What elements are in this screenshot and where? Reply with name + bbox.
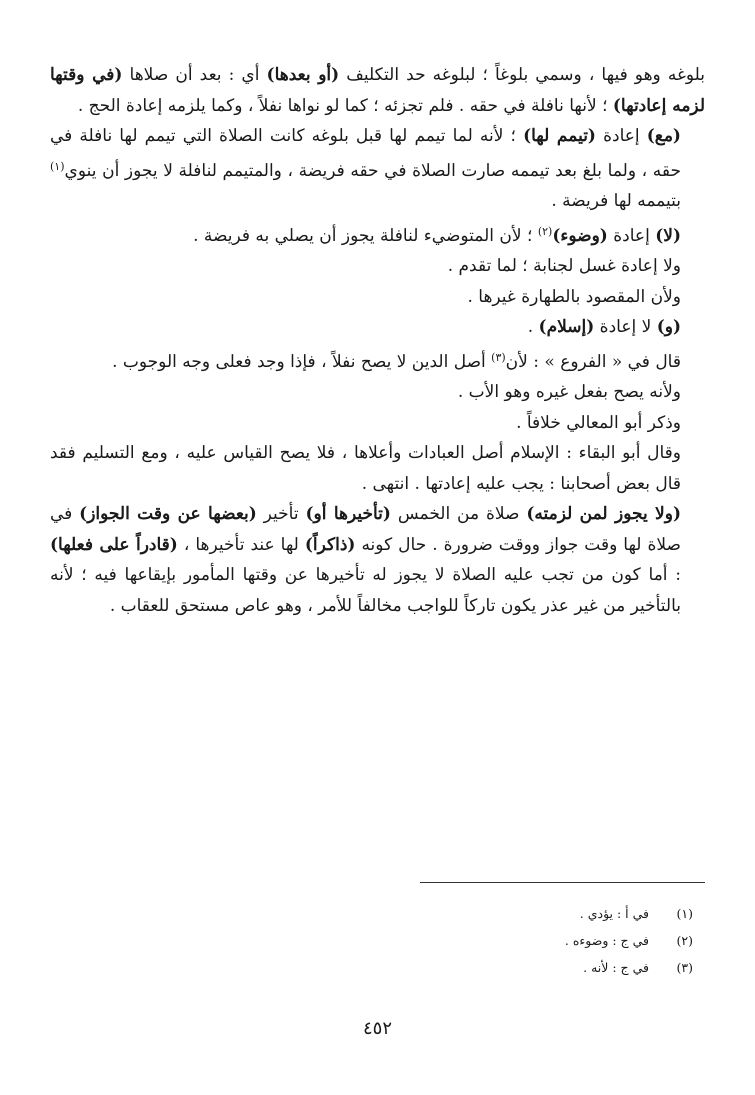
commentary-text: بتيممه لها فريضة .	[551, 191, 681, 211]
paragraph	[50, 312, 705, 343]
footnote-number: (١)	[676, 906, 693, 921]
matn-bold-text: (وضوء)	[552, 225, 608, 246]
main-text	[50, 60, 705, 621]
footnote-number: (٣)	[676, 960, 693, 975]
commentary-text: ؛ لأن المتوضيء لنافلة يجوز أن يصلي به فريضة .	[193, 225, 538, 246]
commentary-text: أصل الدين لا يصح نفلاً ، فإذا وجد فعلى وجه الوجوب .	[112, 351, 492, 372]
commentary-text: بلوغه وهو فيها ، وسمي بلوغاً ؛ لبلوغه حد التكليف	[339, 65, 705, 85]
commentary-text: إعادة	[607, 225, 656, 246]
footnote-ref: (١)	[50, 159, 65, 173]
commentary-text: : أما كون من تجب عليه الصلاة لا يجوز له تأخيرها عن وقتها المأمور بإيقاعها فيه ؛ لأنه بالتأخير من غير عذر يكون تاركاً للواجب مخالفاً للأمر ، وهو عاص مستحق للعقاب .	[50, 565, 681, 616]
commentary-text: لها عند تأخيرها ،	[177, 534, 305, 555]
footnotes	[50, 900, 705, 981]
matn-bold-text: (بعضها عن وقت الجواز)	[79, 504, 257, 524]
commentary-text: لا إعادة	[594, 317, 657, 337]
paragraph	[50, 343, 705, 378]
commentary-text: .	[527, 317, 539, 337]
matn-bold-text: (ولا يجوز لمن لزمته)	[526, 504, 682, 524]
paragraph	[50, 438, 705, 499]
footnote-text: في أ : يؤدي .	[579, 906, 649, 921]
commentary-text: ولأن المقصود بالطهارة غيرها .	[467, 286, 681, 307]
commentary-text: في صلاة لها وقت جواز ووقت ضرورة . حال كونه	[50, 504, 681, 555]
matn-bold-text: (ذاكراً)	[304, 534, 356, 555]
page-number: ٤٥٢	[362, 1018, 392, 1039]
paragraph	[50, 121, 705, 217]
footnote	[50, 954, 705, 981]
commentary-text: وقال أبو البقاء : الإسلام أصل العبادات وأعلاها ، فلا يصح القياس عليه ، ومع التسليم فقد قال بعض أصحابنا : يجب عليه إعادتها . انتهى .	[50, 443, 681, 494]
footnote	[50, 900, 705, 927]
matn-bold-text: (و)	[656, 317, 681, 337]
commentary-text: إعادة	[595, 126, 647, 146]
matn-bold-text: (إسلام)	[538, 317, 595, 337]
footnote-number: (٢)	[676, 933, 693, 948]
commentary-text: أي : بعد أن صلاها	[122, 65, 267, 85]
commentary-text: ولأنه يصح بفعل غيره وهو الأب .	[457, 382, 681, 402]
matn-bold-text: (أو بعدها)	[266, 65, 340, 85]
commentary-text: صلاة من الخمس	[390, 504, 527, 524]
footnote-ref: (٢)	[537, 224, 553, 238]
matn-bold-text: (لا)	[655, 225, 681, 246]
paragraph	[50, 217, 705, 252]
paragraph	[50, 60, 705, 121]
commentary-text: وذكر أبو المعالي خلافاً .	[516, 412, 681, 433]
paragraph	[50, 251, 705, 282]
paragraph	[50, 408, 705, 439]
matn-bold-text: (مع)	[646, 126, 681, 146]
paragraph	[50, 377, 705, 408]
footnote	[50, 927, 705, 954]
commentary-text: ولا إعادة غسل لجنابة ؛ لما تقدم .	[447, 256, 681, 276]
commentary-text: قال في « الفروع » : لأن	[505, 351, 681, 372]
matn-bold-text: (تأخيرها أو)	[305, 504, 391, 524]
footnote-text: في ج : لأنه .	[583, 960, 649, 975]
paragraph	[50, 282, 705, 313]
document-page	[50, 60, 705, 1070]
matn-bold-text: (قادراً على فعلها)	[50, 534, 178, 555]
footnote-text: في ج : وضوءه .	[564, 933, 649, 948]
commentary-text: ؛ لأنها نافلة في حقه . فلم تجزئه ؛ كما لو نواها نفلاً ، وكما يلزمه إعادة الحج .	[77, 95, 613, 116]
footnote-ref: (٣)	[491, 350, 506, 364]
paragraph	[50, 499, 705, 621]
footnote-separator	[420, 882, 705, 883]
commentary-text: ؛ لأنه لما تيمم لها قبل بلوغه كانت الصلاة التي تيمم لها نافلة في حقه ، ولما بلغ بعد تيممه صارت الصلاة في حقه فريضة ، والمتيمم لنافلة لا يجوز أن ينوي	[50, 126, 681, 181]
matn-bold-text: (في وقتها لزمه إعادتها)	[50, 65, 705, 116]
matn-bold-text: (تيمم لها)	[523, 126, 596, 146]
commentary-text: تأخير	[256, 504, 306, 524]
